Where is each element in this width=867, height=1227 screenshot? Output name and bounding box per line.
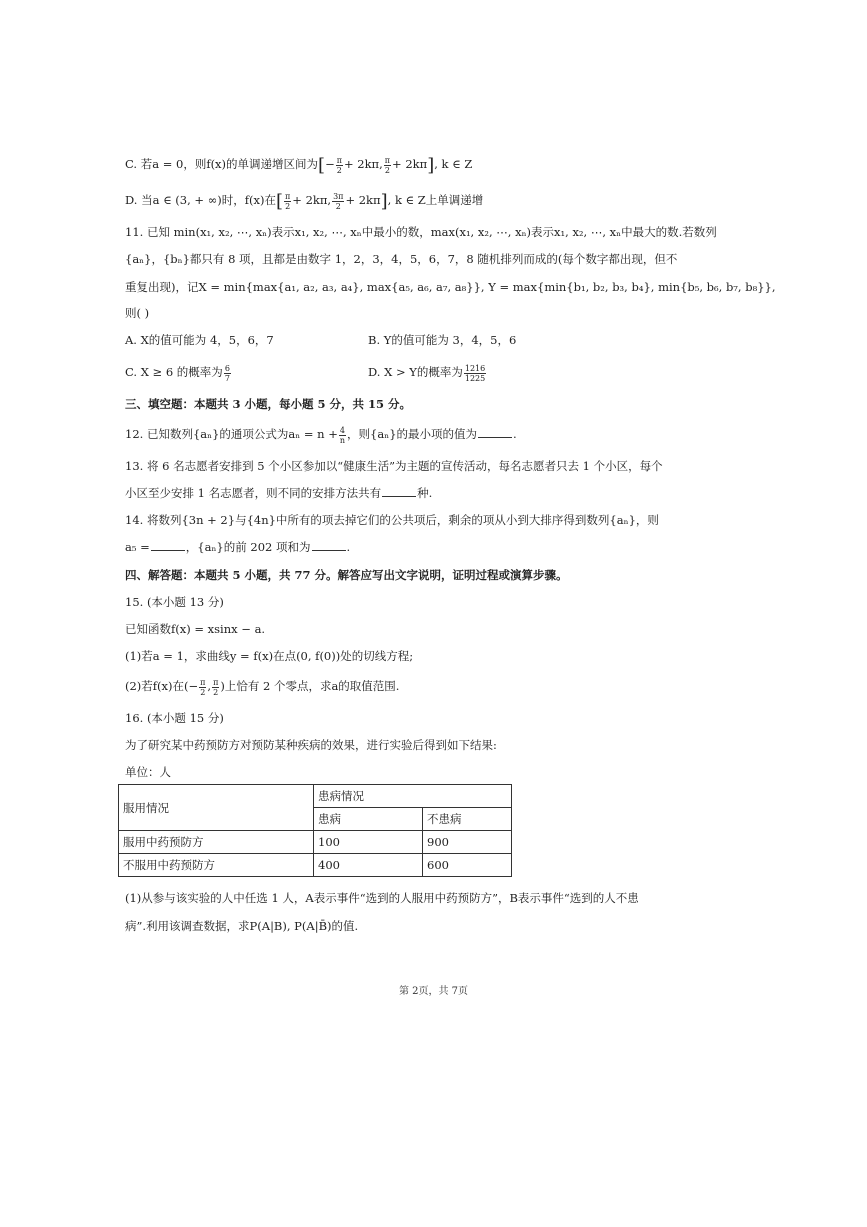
q14-line-2: a₅ = ，{aₙ}的前 202 项和为 . bbox=[125, 540, 351, 554]
q11-option-b: B. Y的值可能为 3，4，5，6 bbox=[368, 333, 517, 347]
q16-part-1-line-2: 病”.利用该调查数据，求P(A|B), P(A|B̄)的值. bbox=[125, 919, 359, 933]
table-cell: 400 bbox=[314, 854, 423, 877]
q16-heading: 16. (本小题 15 分) bbox=[125, 711, 224, 725]
q16-data-table bbox=[118, 784, 512, 877]
q15-part-2: (2)若f(x)在(− $\frac{\pi}{2}$ , $\frac{\pi}{2}$ )上恰有 2 个零点，求a的取值范围. bbox=[125, 677, 400, 697]
q11-line-4: 则( ) bbox=[125, 306, 150, 320]
fraction: $\frac{6}{7}$ bbox=[224, 363, 230, 383]
fraction: $\frac{\pi}{2}$ bbox=[200, 677, 206, 697]
q13-line-1: 13. 将 6 名志愿者安排到 5 个小区参加以“健康生活”为主题的宣传活动，每名志愿者只去 1 个小区，每个 bbox=[125, 459, 663, 473]
table-cell: 600 bbox=[423, 854, 512, 877]
fraction: $\frac{\pi}{2}$ bbox=[285, 191, 291, 211]
table-cell: 900 bbox=[423, 831, 512, 854]
q11-option-d: D. X > Y的概率为 $\frac{1216}{1225}$ bbox=[368, 363, 486, 383]
q11-option-c: C. X ≥ 6 的概率为 $\frac{6}{7}$ bbox=[125, 363, 230, 383]
q10-option-d: D. 当a ∈ (3, + ∞)时，f(x)在[ $\frac{\pi}{2}$ + 2kπ, $\frac{3\pi}{2}$ + 2kπ], k ∈ Z上单调递增 bbox=[125, 191, 484, 212]
q13-line-2: 小区至少安排 1 名志愿者，则不同的安排方法共有 种. bbox=[125, 486, 433, 500]
q11-option-a: A. X的值可能为 4，5，6，7 bbox=[125, 333, 274, 347]
section-4-heading: 四、解答题：本题共 5 小题，共 77 分。解答应写出文字说明，证明过程或演算步骤。 bbox=[125, 568, 568, 582]
table-row bbox=[119, 854, 512, 877]
answer-blank bbox=[151, 538, 185, 551]
table-header-cell: 服用情况 bbox=[119, 785, 314, 831]
table-row bbox=[119, 785, 512, 808]
table-cell: 不服用中药预防方 bbox=[119, 854, 314, 877]
q16-stem: 为了研究某中药预防方对预防某种疾病的效果，进行实验后得到如下结果: bbox=[125, 738, 497, 752]
q16-part-1-line-1: (1)从参与该实验的人中任选 1 人，A表示事件“选到的人服用中药预防方”，B表示事件“选到的人不患 bbox=[125, 891, 639, 905]
fraction: $\frac{\pi}{2}$ bbox=[384, 155, 391, 175]
fraction: $\frac{1216}{1225}$ bbox=[464, 363, 486, 383]
fraction: $\frac{\pi}{2}$ bbox=[213, 677, 219, 697]
answer-blank bbox=[312, 538, 346, 551]
q15-heading: 15. (本小题 13 分) bbox=[125, 595, 224, 609]
q11-line-3: 重复出现)，记X = min{max{a₁, a₂, a₃, a₄}, max{a₅, a₆, a₇, a₈}}, Y = max{min{b₁, b₂, b₃, b₄}, min{b₅, b₆, b₇, b₈}}, bbox=[125, 280, 776, 294]
table-row bbox=[119, 831, 512, 854]
page-footer: 第 2页，共 7页 bbox=[398, 986, 469, 997]
table-cell: 服用中药预防方 bbox=[119, 831, 314, 854]
table-cell: 100 bbox=[314, 831, 423, 854]
fraction: $\frac{4}{n}$ bbox=[339, 425, 346, 445]
q15-part-1: (1)若a = 1，求曲线y = f(x)在点(0, f(0))处的切线方程; bbox=[125, 649, 414, 663]
answer-blank bbox=[478, 425, 512, 438]
table-header-cell: 不患病 bbox=[423, 808, 512, 831]
q11-line-1: 11. 已知 min(x₁, x₂, ⋯, xₙ)表示x₁, x₂, ⋯, xₙ中最小的数，max(x₁, x₂, ⋯, xₙ)表示x₁, x₂, ⋯, xₙ中最大的数.若数列 bbox=[125, 225, 717, 239]
fraction: $\frac{\pi}{2}$ bbox=[336, 155, 342, 175]
section-3-heading: 三、填空题：本题共 3 小题，每小题 5 分，共 15 分。 bbox=[125, 397, 412, 411]
q12: 12. 已知数列{aₙ}的通项公式为aₙ = n + $\frac{4}{n}$ ，则{aₙ}的最小项的值为 . bbox=[125, 425, 517, 445]
q16-unit: 单位：人 bbox=[125, 765, 171, 779]
fraction: $\frac{3\pi}{2}$ bbox=[333, 191, 344, 211]
q10-option-c: C. 若a = 0，则f(x)的单调递增区间为[− $\frac{\pi}{2}$ + 2kπ, $\frac{\pi}{2}$ + 2kπ], k ∈ Z bbox=[125, 155, 473, 176]
answer-blank bbox=[382, 484, 416, 497]
q11-line-2: {aₙ}，{bₙ}都只有 8 项，且都是由数字 1，2，3，4，5，6，7，8 随机排列而成的(每个数字都出现，但不 bbox=[125, 252, 678, 266]
table-header-cell: 患病情况 bbox=[314, 785, 512, 808]
q15-stem: 已知函数f(x) = xsinx − a. bbox=[125, 622, 266, 636]
table-header-cell: 患病 bbox=[314, 808, 423, 831]
q14-line-1: 14. 将数列{3n + 2}与{4n}中所有的项去掉它们的公共项后，剩余的项从小到大排序得到数列{aₙ}，则 bbox=[125, 513, 659, 527]
